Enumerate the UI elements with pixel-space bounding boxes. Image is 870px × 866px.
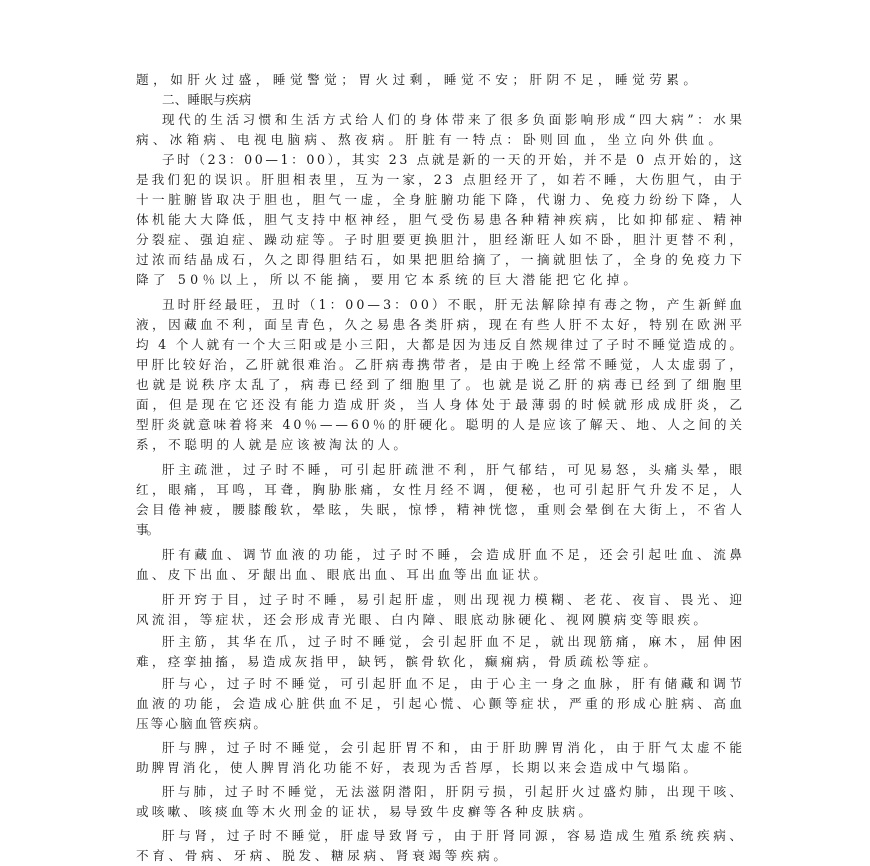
text-line: 肝与脾，过子时不睡觉，会引起肝胃不和，由于肝助脾胃消化，由于肝气太虚不能 — [162, 740, 746, 755]
text-line: 题，如肝火过盛，睡觉警觉；胃火过剩，睡觉不安；肝阴不足，睡觉劳累。 — [136, 72, 701, 87]
text-line: 肝主疏泄，过子时不睡，可引起肝疏泄不利，肝气郁结，可见易怒，头痛头晕，眼 — [162, 462, 746, 477]
text-line: 病、冰箱病、电视电脑病、熬夜病。肝脏有一特点：卧则回血，坐立向外供血。 — [136, 132, 726, 147]
text-line: 现代的生活习惯和生活方式给人们的身体带来了很多负面影响形成“四大病”：水果 — [162, 112, 746, 127]
text-line: 十一脏腑皆取决于胆也，胆气一虚，全身脏腑功能下降，代谢力、免疫力纷纷下降，人 — [136, 192, 746, 207]
text-line: 血、皮下出血、牙龈出血、眼底出血、耳出血等出血证状。 — [136, 567, 550, 582]
text-line: 肝开窍于目，过子时不睡，易引起肝虚，则出现视力模糊、老花、夜盲、畏光、迎 — [162, 592, 746, 607]
text-line: 分裂症、强迫症、躁动症等。子时胆要更换胆汁，胆经渐旺人如不卧，胆汁更替不利， — [136, 232, 746, 247]
text-line: 肝有藏血、调节血液的功能，过子时不睡，会造成肝血不足，还会引起吐血、流鼻 — [162, 547, 746, 562]
text-line: 助脾胃消化，使人脾胃消化功能不好，表现为舌苔厚，长期以来会造成中气塌陷。 — [136, 760, 700, 775]
text-line: 降了 50％以上，所以不能摘，要用它本系统的巨大潜能把它化掉。 — [136, 272, 641, 287]
text-line: 难，痉挛抽搐，易造成灰指甲，缺钙，髌骨软化，癫痫病，骨质疏松等症。 — [136, 654, 660, 669]
text-line: 过浓而结晶成石，久之即得胆结石，如果把胆给摘了，一摘就胆怯了，全身的免疫力下 — [136, 252, 746, 267]
text-line: 血液的功能，会造成心脏供血不足，引起心慌、心颤等症状，严重的形成心脏病、高血 — [136, 696, 746, 711]
text-line: 是我们犯的误识。肝胆相表里，互为一家，23 点胆经开了，如若不睡，大伤胆气，由于 — [136, 172, 746, 187]
text-line: 肝与心，过子时不睡觉，可引起肝血不足，由于心主一身之血脉，肝有储藏和调节 — [162, 676, 746, 691]
text-line: 面，但是现在它还没有能力造成肝炎，当人身体处于最薄弱的时候就形成成肝炎，乙 — [136, 397, 746, 412]
text-line: 会目倦神疲，腰膝酸软，晕眩，失眠，惊悸，精神恍惚，重则会晕倒在大街上，不省人 — [136, 502, 746, 517]
text-line: 肝与肺，过子时不睡觉，无法滋阴潜阳，肝阴亏损，引起肝火过盛灼肺，出现干咳、 — [162, 784, 746, 799]
text-line: 事。 — [136, 522, 158, 537]
text-line: 红，眼痛，耳鸣，耳聋，胸胁胀痛，女性月经不调，便秘，也可引起肝气升发不足，人 — [136, 482, 746, 497]
text-line: 甲肝比较好治，乙肝就很难治。乙肝病毒携带者，是由于晚上经常不睡觉，人太虚弱了， — [136, 357, 746, 372]
text-line: 均 4 个人就有一个大三阳或是小三阳，大都是因为违反自然规律过了子时不睡觉造成的。 — [136, 337, 745, 352]
text-line: 液，因藏血不利，面呈青色，久之易患各类肝病，现在有些人肝不太好，特别在欧洲平 — [136, 317, 746, 332]
text-line: 子时（23：00—1：00），其实 23 点就是新的一天的开始，并不是 0 点开始的，这 — [162, 152, 745, 167]
section-heading: 二、睡眠与疾病 — [162, 92, 252, 107]
text-line: 也就是说秩序太乱了，病毒已经到了细胞里了。也就是说乙肝的病毒已经到了细胞里 — [136, 377, 746, 392]
text-line: 肝与肾，过子时不睡觉，肝虚导致肾亏，由于肝肾同源，容易造成生殖系统疾病、 — [162, 828, 746, 843]
text-line: 丑时肝经最旺，丑时（1：00—3：00）不眠，肝无法解除掉有毒之物，产生新鲜血 — [162, 297, 746, 312]
text-line: 压等心脑血管疾病。 — [136, 716, 269, 731]
text-line: 不育、骨病、牙病、脱发、糖尿病、肾衰竭等疾病。 — [136, 848, 510, 863]
text-line: 风流泪，等症状，还会形成青光眼、白内障、眼底动脉硬化、视网膜病变等眼疾。 — [136, 612, 710, 627]
text-line: 体机能大大降低，胆气支持中枢神经，胆气受伤易患各种精神疾病，比如抑郁症、精神 — [136, 212, 746, 227]
text-line: 系，不聪明的人就是应该被淘汰的人。 — [136, 437, 410, 452]
text-line: 或咳嗽、咳痰血等木火刑金的证状，易导致牛皮癣等各种皮肤病。 — [136, 804, 595, 819]
text-line: 型肝炎就意味着将来 40％——60％的肝硬化。聪明的人是应该了解天、地、人之间的关 — [136, 417, 745, 432]
text-line: 肝主筋，其华在爪，过子时不睡觉，会引起肝血不足，就出现筋痛，麻木，屈伸困 — [162, 634, 746, 649]
